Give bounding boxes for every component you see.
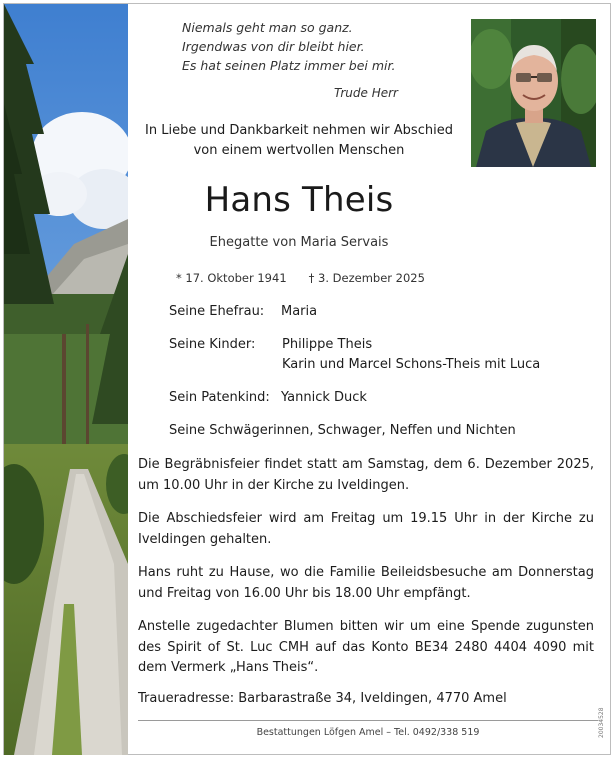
ad-code: 20034528 [598,707,605,738]
forest-path-photo [4,4,128,755]
footer-divider [138,720,598,721]
intro-line: In Liebe und Dankbarkeit nehmen wir Abschied [145,123,453,138]
funeral-home-footer: Bestattungen Löfgen Amel – Tel. 0492/338 519 [256,727,480,738]
family-label: Sein Patenkind: [169,390,270,405]
family-row-children [169,335,541,372]
address-paragraph: Traueradresse: Barbarastraße 34, Iveldingen, 4770 Amel [138,691,507,706]
child-name: Karin und Marcel Schons-Theis mit Luca [282,357,541,372]
portrait-photo [471,19,596,167]
intro-text [134,121,464,161]
family-name: Maria [281,304,318,319]
spouse-line: Ehegatte von Maria Servais [209,235,389,250]
death-date: † 3. Dezember 2025 [308,271,425,285]
family-name: Yannick Duck [281,390,367,405]
birth-date: * 17. Oktober 1941 [176,271,287,285]
family-label: Seine Kinder: [169,337,256,352]
deceased-name: Hans Theis [204,180,394,220]
poem-author: Trude Herr [333,86,398,100]
funeral-paragraph: Die Begräbnisfeier findet statt am Samstag, dem 6. Dezember 2025, um 10.00 Uhr in der Kirche zu Iveldingen. [138,457,594,493]
child-name: Philippe Theis [282,337,373,352]
visits-paragraph: Hans ruht zu Hause, wo die Familie Beileidsbesuche am Donnerstag und Freitag von 16.00 Uhr bis 18.00 Uhr empfängt. [138,565,594,601]
family-label: Seine Ehefrau: [169,304,265,319]
poem [182,18,452,75]
donation-paragraph: Anstelle zugedachter Blumen bitten wir um eine Spende zugunsten des Spirit of St. Luc CMH auf das Konto BE34 2480 4404 4090 mit dem Vermerk „Hans Theis“. [138,619,594,675]
family-row-godchild [169,388,367,408]
intro-line: von einem wertvollen Menschen [193,143,405,158]
poem-line: Irgendwas von dir bleibt hier. [182,39,365,54]
children-names [282,335,540,375]
poem-line: Niemals geht man so ganz. [182,20,353,35]
family-row-spouse [169,302,317,322]
poem-line: Es hat seinen Platz immer bei mir. [182,58,396,73]
family-row-inlaws: Seine Schwägerinnen, Schwager, Neffen und Nichten [169,423,516,438]
life-dates [176,271,425,285]
farewell-paragraph: Die Abschiedsfeier wird am Freitag um 19.15 Uhr in der Kirche zu Iveldingen gehalten. [138,511,594,547]
